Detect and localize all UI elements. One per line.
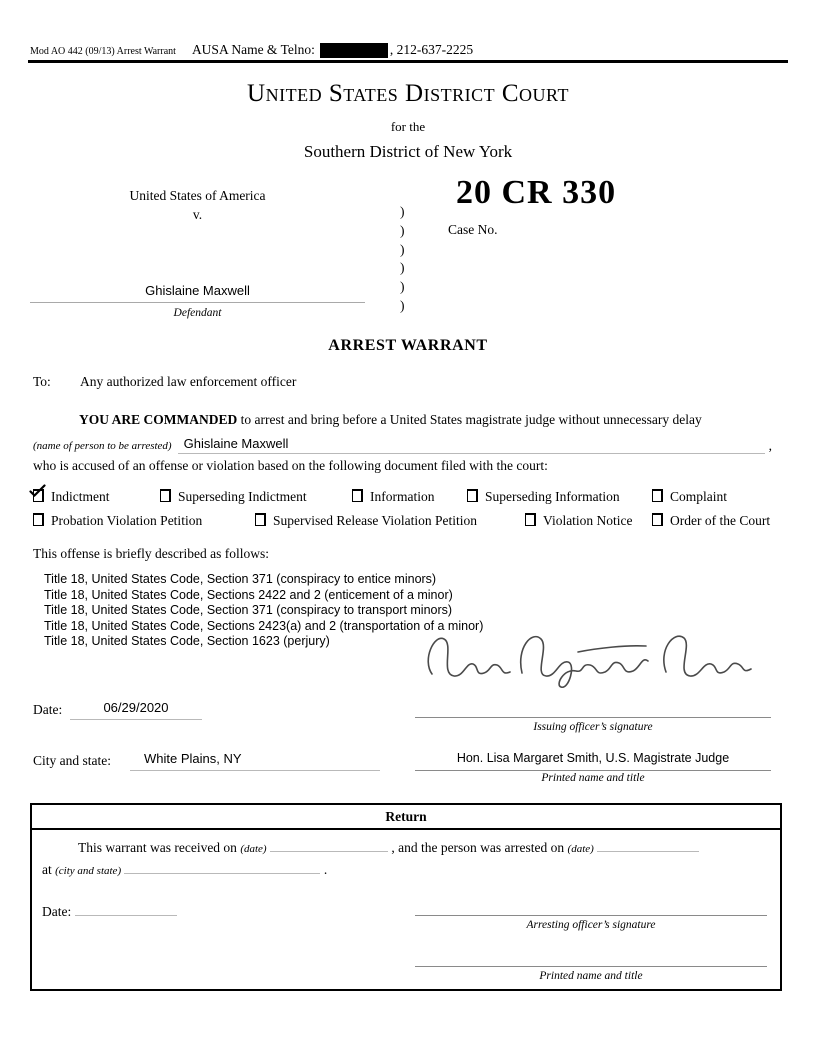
defendant-label: Defendant: [173, 307, 222, 319]
checkbox-unchecked: [160, 489, 171, 502]
return-received-pre: This warrant was received on: [78, 840, 237, 855]
checkbox-item-complaint: [652, 489, 727, 505]
case-number-stamp: 20 CR 330: [456, 174, 617, 211]
checkbox-unchecked: [352, 489, 363, 502]
return-received-line: [42, 839, 768, 856]
checkbox-label: Supervised Release Violation Petition: [273, 513, 478, 528]
date-value: 06/29/2020: [70, 700, 202, 720]
checkbox-label: Information: [370, 489, 435, 504]
command-paragraph: [33, 412, 778, 428]
checkbox-label: Probation Violation Petition: [51, 513, 203, 528]
paren: ): [400, 297, 405, 313]
checkbox-item-violation-notice: [525, 513, 633, 529]
checkbox-label: Order of the Court: [670, 513, 771, 528]
return-printed-name-line: [415, 966, 767, 967]
issuing-signature-label: Issuing officer’s signature: [533, 721, 653, 733]
checkbox-item-information: [352, 489, 434, 505]
form-id: Mod AO 442 (09/13) Arrest Warrant: [30, 46, 176, 57]
return-received-mid: , and the person was arrested on: [391, 840, 565, 855]
name-of-person-label: (name of person to be arrested): [33, 440, 172, 452]
offense-line: Title 18, United States Code, Sections 2423(a) and 2 (transportation of a minor): [44, 618, 484, 633]
case-no-label: Case No.: [448, 222, 498, 237]
return-date-line: [42, 903, 768, 920]
offense-line: Title 18, United States Code, Section 1623 (perjury): [44, 634, 330, 649]
city-and-state-label: City and state:: [33, 753, 111, 768]
arresting-signature-label: Arresting officer’s signature: [526, 919, 656, 931]
return-city-state-field: [124, 861, 320, 874]
paren: ): [400, 279, 405, 295]
checkbox-checked: [33, 489, 44, 502]
document-title: ARREST WARRANT: [328, 337, 488, 354]
checkbox-item-superseding-information: [467, 489, 620, 505]
for-the: for the: [390, 119, 426, 134]
paren: ): [400, 204, 405, 219]
charge-type-row-1: [0, 489, 816, 507]
ausa-phone: , 212-637-2225: [389, 42, 474, 57]
paren: ): [400, 260, 405, 276]
return-date-label: Date:: [42, 904, 72, 919]
checkbox-label: Superseding Indictment: [178, 489, 307, 504]
return-at-label: at: [42, 862, 52, 877]
checkbox-item-probation-violation: [33, 513, 202, 529]
accused-line: who is accused of an offense or violation based on the following document filed with the court:: [33, 458, 548, 473]
offense-line: Title 18, United States Code, Section 371 (conspiracy to transport minors): [44, 603, 453, 618]
date-label: Date:: [33, 702, 63, 717]
paren: ): [400, 241, 405, 257]
court-name: United States District Court: [247, 80, 569, 107]
checkbox-unchecked: [467, 489, 478, 502]
issuing-signature-line: [415, 717, 771, 718]
offense-line: Title 18, United States Code, Sections 2422 and 2 (enticement of a minor): [44, 587, 453, 602]
checkbox-item-superseding-indictment: [160, 489, 307, 505]
arresting-signature-line: [415, 915, 767, 916]
check-icon: [29, 484, 46, 498]
checkbox-item-order-of-court: [652, 513, 770, 529]
checkbox-label: Violation Notice: [543, 513, 633, 528]
caption-parens: [400, 203, 405, 316]
return-title: Return: [32, 805, 780, 830]
issuing-officer-signature-image: [418, 616, 758, 696]
header-rule: [28, 60, 788, 63]
to-label: To:: [33, 374, 51, 389]
command-bold: YOU ARE COMMANDED: [79, 412, 238, 427]
checkbox-unchecked: [652, 513, 663, 526]
district-name: Southern District of New York: [303, 142, 513, 161]
name-of-person-field: [178, 436, 765, 454]
printed-name-value: Hon. Lisa Margaret Smith, U.S. Magistrate Judge: [415, 751, 771, 771]
offense-intro: This offense is briefly described as follows:: [33, 546, 269, 561]
checkbox-label: Indictment: [51, 489, 110, 504]
return-period: .: [323, 862, 328, 877]
city-and-state-value: White Plains, NY: [130, 751, 380, 771]
return-at-line: [42, 861, 768, 878]
checkbox-item-indictment: [33, 489, 109, 505]
checkbox-unchecked: [33, 513, 44, 526]
checkbox-label: Superseding Information: [485, 489, 620, 504]
form-header: [30, 42, 790, 58]
defendant-name-line: [30, 283, 365, 303]
plaintiff-name: United States of America: [129, 188, 266, 203]
offense-line: Title 18, United States Code, Section 371 (conspiracy to entice minors): [44, 572, 437, 586]
versus: v.: [192, 207, 203, 222]
ausa-name-telno-label: AUSA Name & Telno:: [191, 42, 315, 57]
return-section: [30, 803, 782, 991]
to-text: Any authorized law enforcement officer: [80, 374, 297, 389]
trailing-comma: ,: [768, 438, 772, 453]
arrestee-name: Ghislaine Maxwell: [183, 436, 289, 451]
return-received-date-field: [270, 839, 388, 852]
redaction-box: [320, 43, 388, 58]
return-body: [32, 830, 780, 920]
paren: ): [400, 222, 405, 238]
printed-name-label: Printed name and title: [541, 772, 645, 784]
charge-type-row-2: [0, 513, 816, 531]
return-printed-name-label: Printed name and title: [539, 970, 643, 982]
return-date-field: [75, 903, 177, 916]
checkbox-label: Complaint: [670, 489, 727, 504]
name-of-person-row: [33, 436, 772, 454]
return-city-state-italic: (city and state): [55, 865, 122, 877]
return-arrest-date-field: [597, 839, 699, 852]
return-date-italic: (date): [240, 843, 267, 855]
checkbox-unchecked: [652, 489, 663, 502]
checkbox-unchecked: [525, 513, 536, 526]
checkbox-item-supervised-release-violation: [255, 513, 477, 529]
return-date-italic: (date): [567, 843, 594, 855]
command-rest: to arrest and bring before a United States magistrate judge without unnecessary delay: [237, 412, 702, 427]
defendant-name: Ghislaine Maxwell: [145, 283, 250, 298]
checkbox-unchecked: [255, 513, 266, 526]
